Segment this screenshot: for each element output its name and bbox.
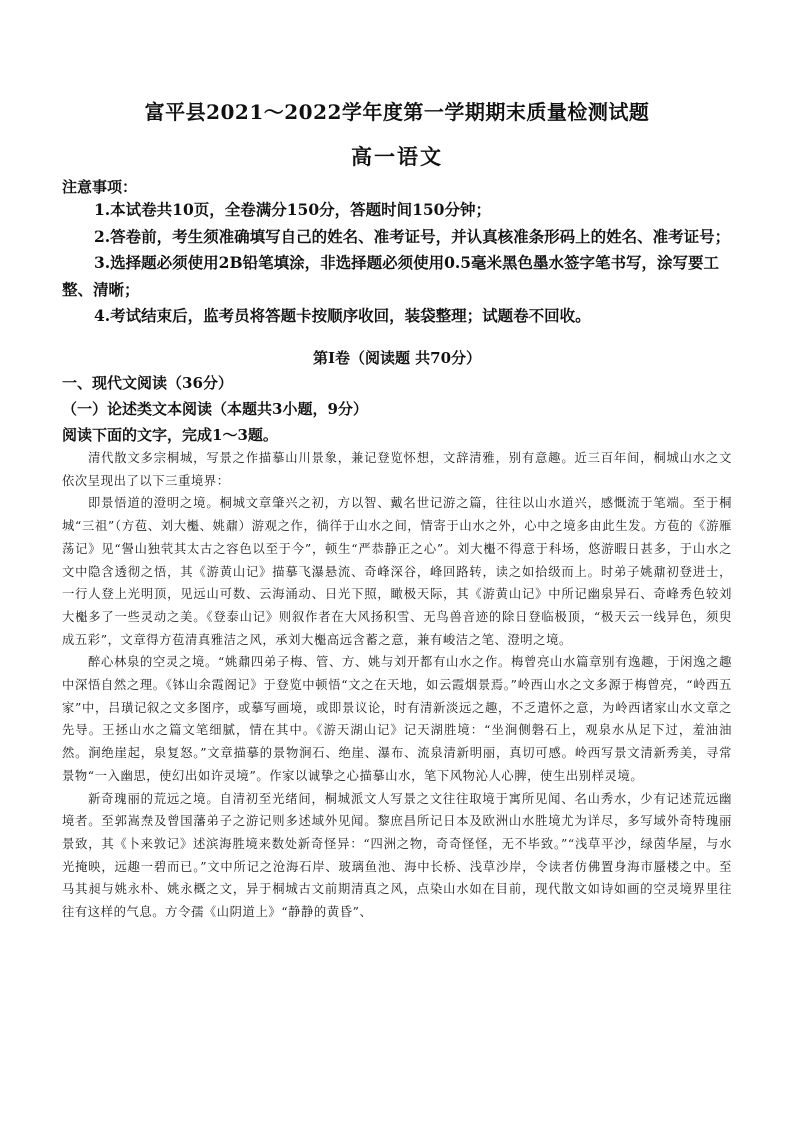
reading-instruction: 阅读下面的文字，完成1～3题。 [62, 426, 278, 444]
notice-item: 3.选择题必须使用2B铅笔填涂，非选择题必须使用0.5毫米黑色墨水签字笔书写，涂写要工整、清晰； [62, 253, 720, 299]
exam-title: 富平县2021～2022学年度第一学期期末质量检测试题 [144, 100, 650, 124]
notice-heading: 注意事项： [62, 178, 138, 196]
passage-paragraph: 醉心林泉的空灵之境。“姚鼐四弟子梅、管、方、姚与刘开都有山水之作。梅曾亮山水篇章别有逸趣，于闲逸之趣中深悟自然之理。《钵山余霞阁记》于登览中顿悟“文之在天地，如云霞烟景焉。”岭西山水之文多源于梅曾亮，“岭西五家”中，吕璜记叙之文多图序，或摹写画境，或即景议论，时有清新淡远之趣，不乏遣怀之意，为岭西诸家山水文章之先导。王拯山水之篇文笔细腻，情在其中。《游天湖山记》记天湖胜境：“坐涧侧磐石上，观泉水从足下过，羞油油然。涧绝崖起，泉复怒。”文章描摹的景物涧石、绝崖、瀑布、流泉清新明丽，真切可感。岭西写景文清新秀美，寻常景物“一入幽思，使幻出如许灵境”。作家以诚挚之心描摹山水，笔下风物沁人心脾，使生出别样灵境。 [62, 655, 732, 783]
passage-paragraph: 即景悟道的澄明之境。桐城文章肇兴之初，方以智、戴名世记游之篇，往往以山水道兴，感慨流于笔端。至于桐城“三祖”（方苞、刘大櫆、姚鼐）游观之作，徜徉于山水之间，情寄于山水之外，心中之境多由此生发。方苞的《游雁荡记》见“諐山独茕其太古之容色以至于今”，顿生“严恭静正之心”。刘大櫆不得意于科场，悠游暇日甚多，于山水之文中隐含透彻之悟，其《游黄山记》描摹飞瀑悬流、奇峰深谷，峰回路转，读之如拾级而上。时弟子姚鼐初登进士，一行人登上光明顶，见远山可数、云海涌动、日光下照，瞰极天际，其《游黄山记》中所记幽泉异石、奇峰秀色较刘大櫆多了一些灵动之美。《登泰山记》则叙作者在大风扬积雪、无鸟兽音迹的除日登临极顶，“极天云一线异色，须臾成五彩”，文章得方苞清真雅洁之风，承刘大櫆高远含蓄之意，兼有峻洁之笔、澄明之境。 [62, 496, 732, 647]
notice-list [62, 197, 742, 330]
exam-subject: 高一语文 [351, 144, 443, 169]
notice-item: 4.考试结束后，监考员将答题卡按顺序收回，装袋整理；试题卷不回收。 [94, 306, 591, 325]
passage-paragraph: 清代散文多宗桐城，写景之作描摹山川景象，兼记登览怀想，文辞清雅，别有意趣。近三百年间，桐城山水之文依次呈现出了以下三重境界： [62, 451, 732, 488]
section-heading: 一、现代文阅读（36分） [62, 374, 233, 392]
notice-item: 2.答卷前，考生须准确填写自己的姓名、准考证号，并认真核准条形码上的姓名、准考证号； [94, 226, 731, 246]
part-heading: 第Ⅰ卷（阅读题 共70分） [312, 349, 482, 367]
subsection-heading: （一）论述类文本阅读（本题共3小题，9分） [62, 400, 368, 418]
passage-paragraph: 新奇瑰丽的荒远之境。自清初至光绪间，桐城派文人写景之文往往取境于寓所见闻、名山秀水，少有记述荒远幽境者。至郭嵩焘及曾国藩弟子之游记则多述域外见闻。黎庶昌所记日本及欧洲山水胜境尤为详尽，多写域外奇特瑰丽景致，其《卜来敦记》述滨海胜境来数处新奇怪异：“四洲之物，奇奇怪怪，无不毕致。”“浅草平沙，绿茵华屋，与水光掩映，远趣一碧而已。”文中所记之沧海石岸、玻璃鱼池、海中长桥、浅草沙岸，令读者仿佛置身海市蜃楼之中。至马其昶与姚永朴、姚永概之文，异于桐城古文前期清真之风，点染山水如在目前，现代散文如诗如画的空灵境界里往往有这样的气息。方令孺《山阴道上》“静静的黄昏”、 [62, 791, 732, 920]
notice-item: 1.本试卷共10页，全卷满分150分，答题时间150分钟； [94, 200, 491, 219]
reading-passage [62, 447, 732, 924]
